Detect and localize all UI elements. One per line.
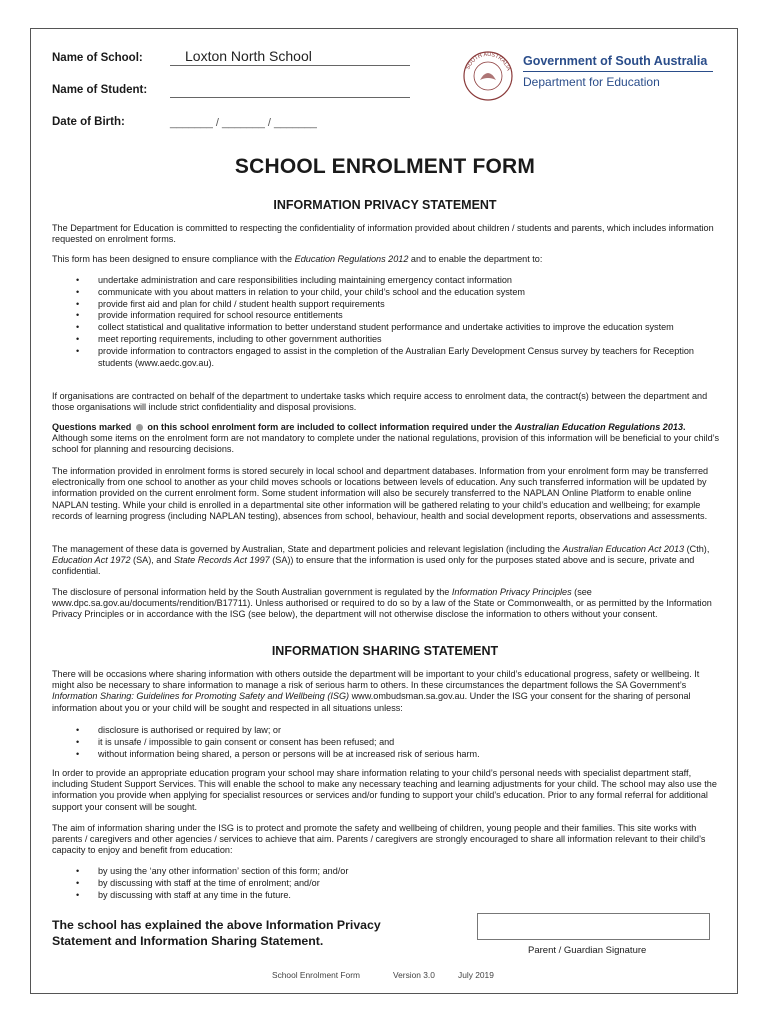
privacy-paragraph-3: If organisations are contracted on behalf of the department to undertake tasks which require access to enrolment data, the contract(s) between the department and those organisations will include strict confidentiality and disposal provisions.: [52, 391, 708, 413]
student-name-label: Name of Student:: [52, 84, 148, 96]
privacy-paragraph-6: The management of these data is governed by Australian, State and department policies and relevant legislation (including the Australian Education Act 2013 (Cth), Education Act 1972 (SA), and State Records Act 1997 (SA)) to ensure that the information is used only for the purposes stated above and is secure, private and confidential.: [52, 544, 710, 577]
list-item: • provide first aid and plan for child / student health support requirements: [52, 299, 720, 311]
government-name: Government of South Australia: [523, 54, 708, 68]
signature-label: Parent / Guardian Signature: [528, 945, 647, 956]
privacy-purpose-list: [52, 275, 720, 369]
sharing-exceptions-list: [52, 725, 720, 760]
dob-label: Date of Birth:: [52, 116, 125, 128]
list-item: • communicate with you about matters in relation to your child, your child’s school and the education system: [52, 287, 720, 299]
privacy-heading: INFORMATION PRIVACY STATEMENT: [273, 198, 497, 212]
department-name: Department for Education: [523, 75, 660, 89]
question-marker-icon: [136, 424, 143, 431]
student-name-field[interactable]: [170, 83, 410, 98]
footer-version: Version 3.0: [393, 970, 435, 980]
sharing-methods-list: [52, 866, 720, 901]
logo-divider: [523, 71, 713, 72]
dob-field[interactable]: _______ / _______ / _______: [170, 117, 317, 129]
footer-date: July 2019: [458, 970, 494, 980]
footer-form-name: School Enrolment Form: [272, 970, 360, 980]
sharing-paragraph-3: The aim of information sharing under the ISG is to protect and promote the safety and wellbeing of children, young people and their families. This site works with parents / caregivers and other agencies / services to achieve that aim. Parents / caregivers are strongly encouraged to share all information relevant to their child’s capacity to enjoy and benefit from education:: [52, 823, 706, 856]
list-item: • provide information to contractors engaged to assist in the completion of the Australian Early Development Census survey by teachers for Reception students (www.aedc.gov.au).: [52, 346, 720, 370]
school-name-value: Loxton North School: [185, 48, 312, 64]
list-item: • disclosure is authorised or required by law; or: [52, 725, 720, 737]
list-item: • provide information required for school resource entitlements: [52, 310, 720, 322]
list-item: • without information being shared, a person or persons will be at increased risk of serious harm.: [52, 749, 720, 761]
sharing-paragraph-2: In order to provide an appropriate education program your school may share information relating to your child’s personal needs with specialist department staff, including Student Support Services. This will enable the school to make any necessary teaching and learning adjustments for your child. The school may also use the information you provide when applying for specialist resources or services and/or funding to support your child’s education. Prior to any formal referral for additional support your consent will be sought.: [52, 768, 717, 812]
privacy-paragraph-2: This form has been designed to ensure compliance with the Education Regulations 2012 and to enable the department to:: [52, 254, 543, 264]
list-item: • collect statistical and qualitative information to better understand student performance and undertake activities to improve the education system: [52, 322, 720, 334]
explained-statement: The school has explained the above Information Privacy Statement and Information Sharing Statement.: [52, 918, 381, 948]
list-item: • by discussing with staff at any time in the future.: [52, 890, 720, 902]
list-item: • meet reporting requirements, including to other government authorities: [52, 334, 720, 346]
list-item: • it is unsafe / impossible to gain consent or consent has been refused; and: [52, 737, 720, 749]
list-item: • by using the ‘any other information’ section of this form; and/or: [52, 866, 720, 878]
sa-government-seal-icon: [462, 50, 514, 102]
signature-field[interactable]: [477, 913, 710, 940]
school-name-label: Name of School:: [52, 52, 143, 64]
sharing-paragraph-1: There will be occasions where sharing information with others outside the department will be important to your child’s educational progress, safety or wellbeing. It might also be necessary to share information to manage a risk of serious harm to others. In these circumstances the department follows the SA Government’s Information Sharing: Guidelines for Promoting Safety and Wellbeing (ISG) www.ombudsman.sa.gov.au. Under the ISG your consent for the sharing of personal information about you or your child will be sought and respected in all situations unless:: [52, 669, 700, 713]
list-item: • by discussing with staff at the time of enrolment; and/or: [52, 878, 720, 890]
sharing-heading: INFORMATION SHARING STATEMENT: [271, 644, 499, 658]
privacy-paragraph-1: The Department for Education is committed to respecting the confidentiality of information provided about children / students and parents, which includes information requested on enrolment forms.: [52, 223, 714, 245]
privacy-paragraph-4: Questions marked on this school enrolment form are included to collect information required under the Australian Education Regulations 2013. Although some items on the enrolment form are not mandatory to complete under the national regulations, provision of this information will be beneficial to your child’s school for planning and resourcing decisions.: [52, 422, 720, 455]
list-item: • undertake administration and care responsibilities including maintaining emergency contact information: [52, 275, 720, 287]
privacy-paragraph-5: The information provided in enrolment forms is stored securely in local school and department databases. Information from your enrolment form may be transferred electronically from one school to another as your child moves schools or locations between levels of education. Any such transferred information will be updated by information provided on the current enrolment form. Some student information will also be securely transferred to the NAPLAN Online Platform to enable online NAPLAN testing. While your child is enrolled in a departmental site other information will be gathered relating to your child’s education and wellbeing; for example records of learning progress (including NAPLAN testing), absences from school, behaviour, health and social development reports, observations and assessments.: [52, 466, 709, 521]
seal-text: SOUTH AUSTRALIA: [465, 51, 512, 72]
privacy-paragraph-7: The disclosure of personal information held by the South Australian government is regulated by the Information Privacy Principles (see www.dpc.sa.gov.au/documents/rendition/B17711). Unless authorised or required to do so by a law of the State or Commonwealth, or as permitted by the Information Privacy Principles or in accordance with the ISG (see below), the department will not otherwise disclose the information to others without your consent.: [52, 587, 712, 620]
page-title: SCHOOL ENROLMENT FORM: [234, 155, 536, 178]
